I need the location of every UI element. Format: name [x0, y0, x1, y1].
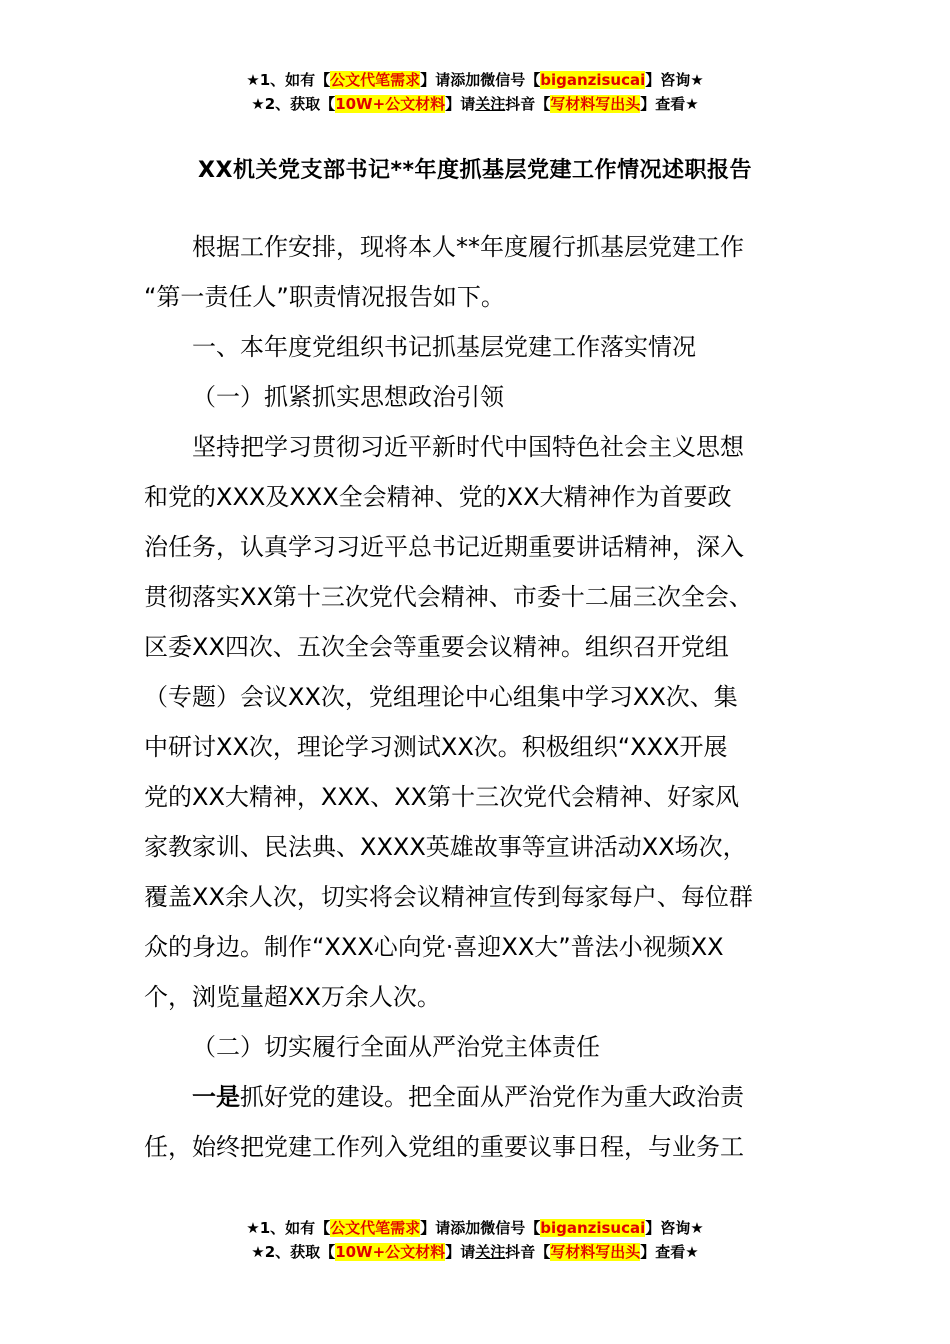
- promo-highlight: 公文代笔需求: [330, 1219, 421, 1237]
- promo-line-2: [0, 92, 950, 116]
- promo-highlight: 10W+公文材料: [335, 1243, 446, 1261]
- promo-text: ★2、获取【: [251, 1243, 336, 1261]
- subsection-heading: （一）抓紧抓实思想政治引领: [192, 383, 504, 411]
- promo-line-2: [0, 1240, 950, 1264]
- promo-text: ★2、获取【: [251, 95, 336, 113]
- paragraph-line: 治任务，认真学习习近平总书记近期重要讲话精神，深入: [144, 533, 744, 561]
- paragraph-line: 和党的XXX及XXX全会精神、党的XX大精神作为首要政: [144, 483, 732, 511]
- paragraph-line: 个，浏览量超XX万余人次。: [144, 983, 441, 1011]
- promo-text: ★1、如有【: [246, 71, 331, 89]
- promo-highlight: 10W+公文材料: [335, 95, 446, 113]
- promo-line-1: [0, 1216, 950, 1240]
- paragraph-line: [144, 1072, 810, 1122]
- promo-text: 】请: [445, 1243, 476, 1261]
- promo-text: 】咨询★: [645, 1219, 704, 1237]
- promo-text: 】请: [445, 95, 476, 113]
- paragraph-line: 根据工作安排，现将本人**年度履行抓基层党建工作: [192, 233, 744, 261]
- promo-text: 】查看★: [640, 1243, 699, 1261]
- paragraph-line: 党的XX大精神，XXX、XX第十三次党代会精神、好家风: [144, 783, 740, 811]
- paragraph-line: 任，始终把党建工作列入党组的重要议事日程，与业务工: [144, 1133, 744, 1161]
- paragraph-line: 区委XX四次、五次全会等重要会议精神。组织召开党组: [144, 633, 729, 661]
- promo-text: 】咨询★: [645, 71, 704, 89]
- promo-banner-top: [0, 68, 950, 116]
- promo-highlight: 写材料写出头: [550, 1243, 641, 1261]
- paragraph-line: 众的身边。制作“XXX心向党·喜迎XX大”普法小视频XX: [144, 933, 724, 961]
- promo-wechat-id: biganzisucai: [540, 1219, 646, 1237]
- paragraph-line: 坚持把学习贯彻习近平新时代中国特色社会主义思想: [192, 433, 744, 461]
- promo-text: 】请添加微信号【: [420, 1219, 541, 1237]
- bold-lead: 一是: [192, 1083, 240, 1111]
- promo-highlight: 写材料写出头: [550, 95, 641, 113]
- promo-underlined: 关注: [475, 1243, 506, 1261]
- document-body: [144, 222, 810, 1172]
- promo-wechat-id: biganzisucai: [540, 71, 646, 89]
- paragraph-line: 家教家训、民法典、XXXX英雄故事等宣讲活动XX场次，: [144, 833, 747, 861]
- promo-highlight: 公文代笔需求: [330, 71, 421, 89]
- document-title: XX机关党支部书记**年度抓基层党建工作情况述职报告: [198, 158, 752, 183]
- promo-banner-bottom: [0, 1216, 950, 1264]
- paragraph-line: “第一责任人”职责情况报告如下。: [144, 283, 505, 311]
- paragraph-line: 覆盖XX余人次，切实将会议精神宣传到每家每户、每位群: [144, 883, 753, 911]
- promo-text: 】请添加微信号【: [420, 71, 541, 89]
- promo-underlined: 关注: [475, 95, 506, 113]
- promo-line-1: [0, 68, 950, 92]
- promo-text: 】查看★: [640, 95, 699, 113]
- promo-text: ★1、如有【: [246, 1219, 331, 1237]
- subsection-heading: （二）切实履行全面从严治党主体责任: [192, 1033, 600, 1061]
- paragraph-line: 贯彻落实XX第十三次党代会精神、市委十二届三次全会、: [144, 583, 753, 611]
- promo-text: 抖音【: [505, 1243, 551, 1261]
- paragraph-line: 中研讨XX次，理论学习测试XX次。积极组织“XXX开展: [144, 733, 728, 761]
- paragraph-line: （专题）会议XX次，党组理论中心组集中学习XX次、集: [144, 683, 738, 711]
- section-heading: 一、本年度党组织书记抓基层党建工作落实情况: [192, 333, 696, 361]
- paragraph-text: 抓好党的建设。把全面从严治党作为重大政治责: [240, 1083, 744, 1111]
- promo-text: 抖音【: [505, 95, 551, 113]
